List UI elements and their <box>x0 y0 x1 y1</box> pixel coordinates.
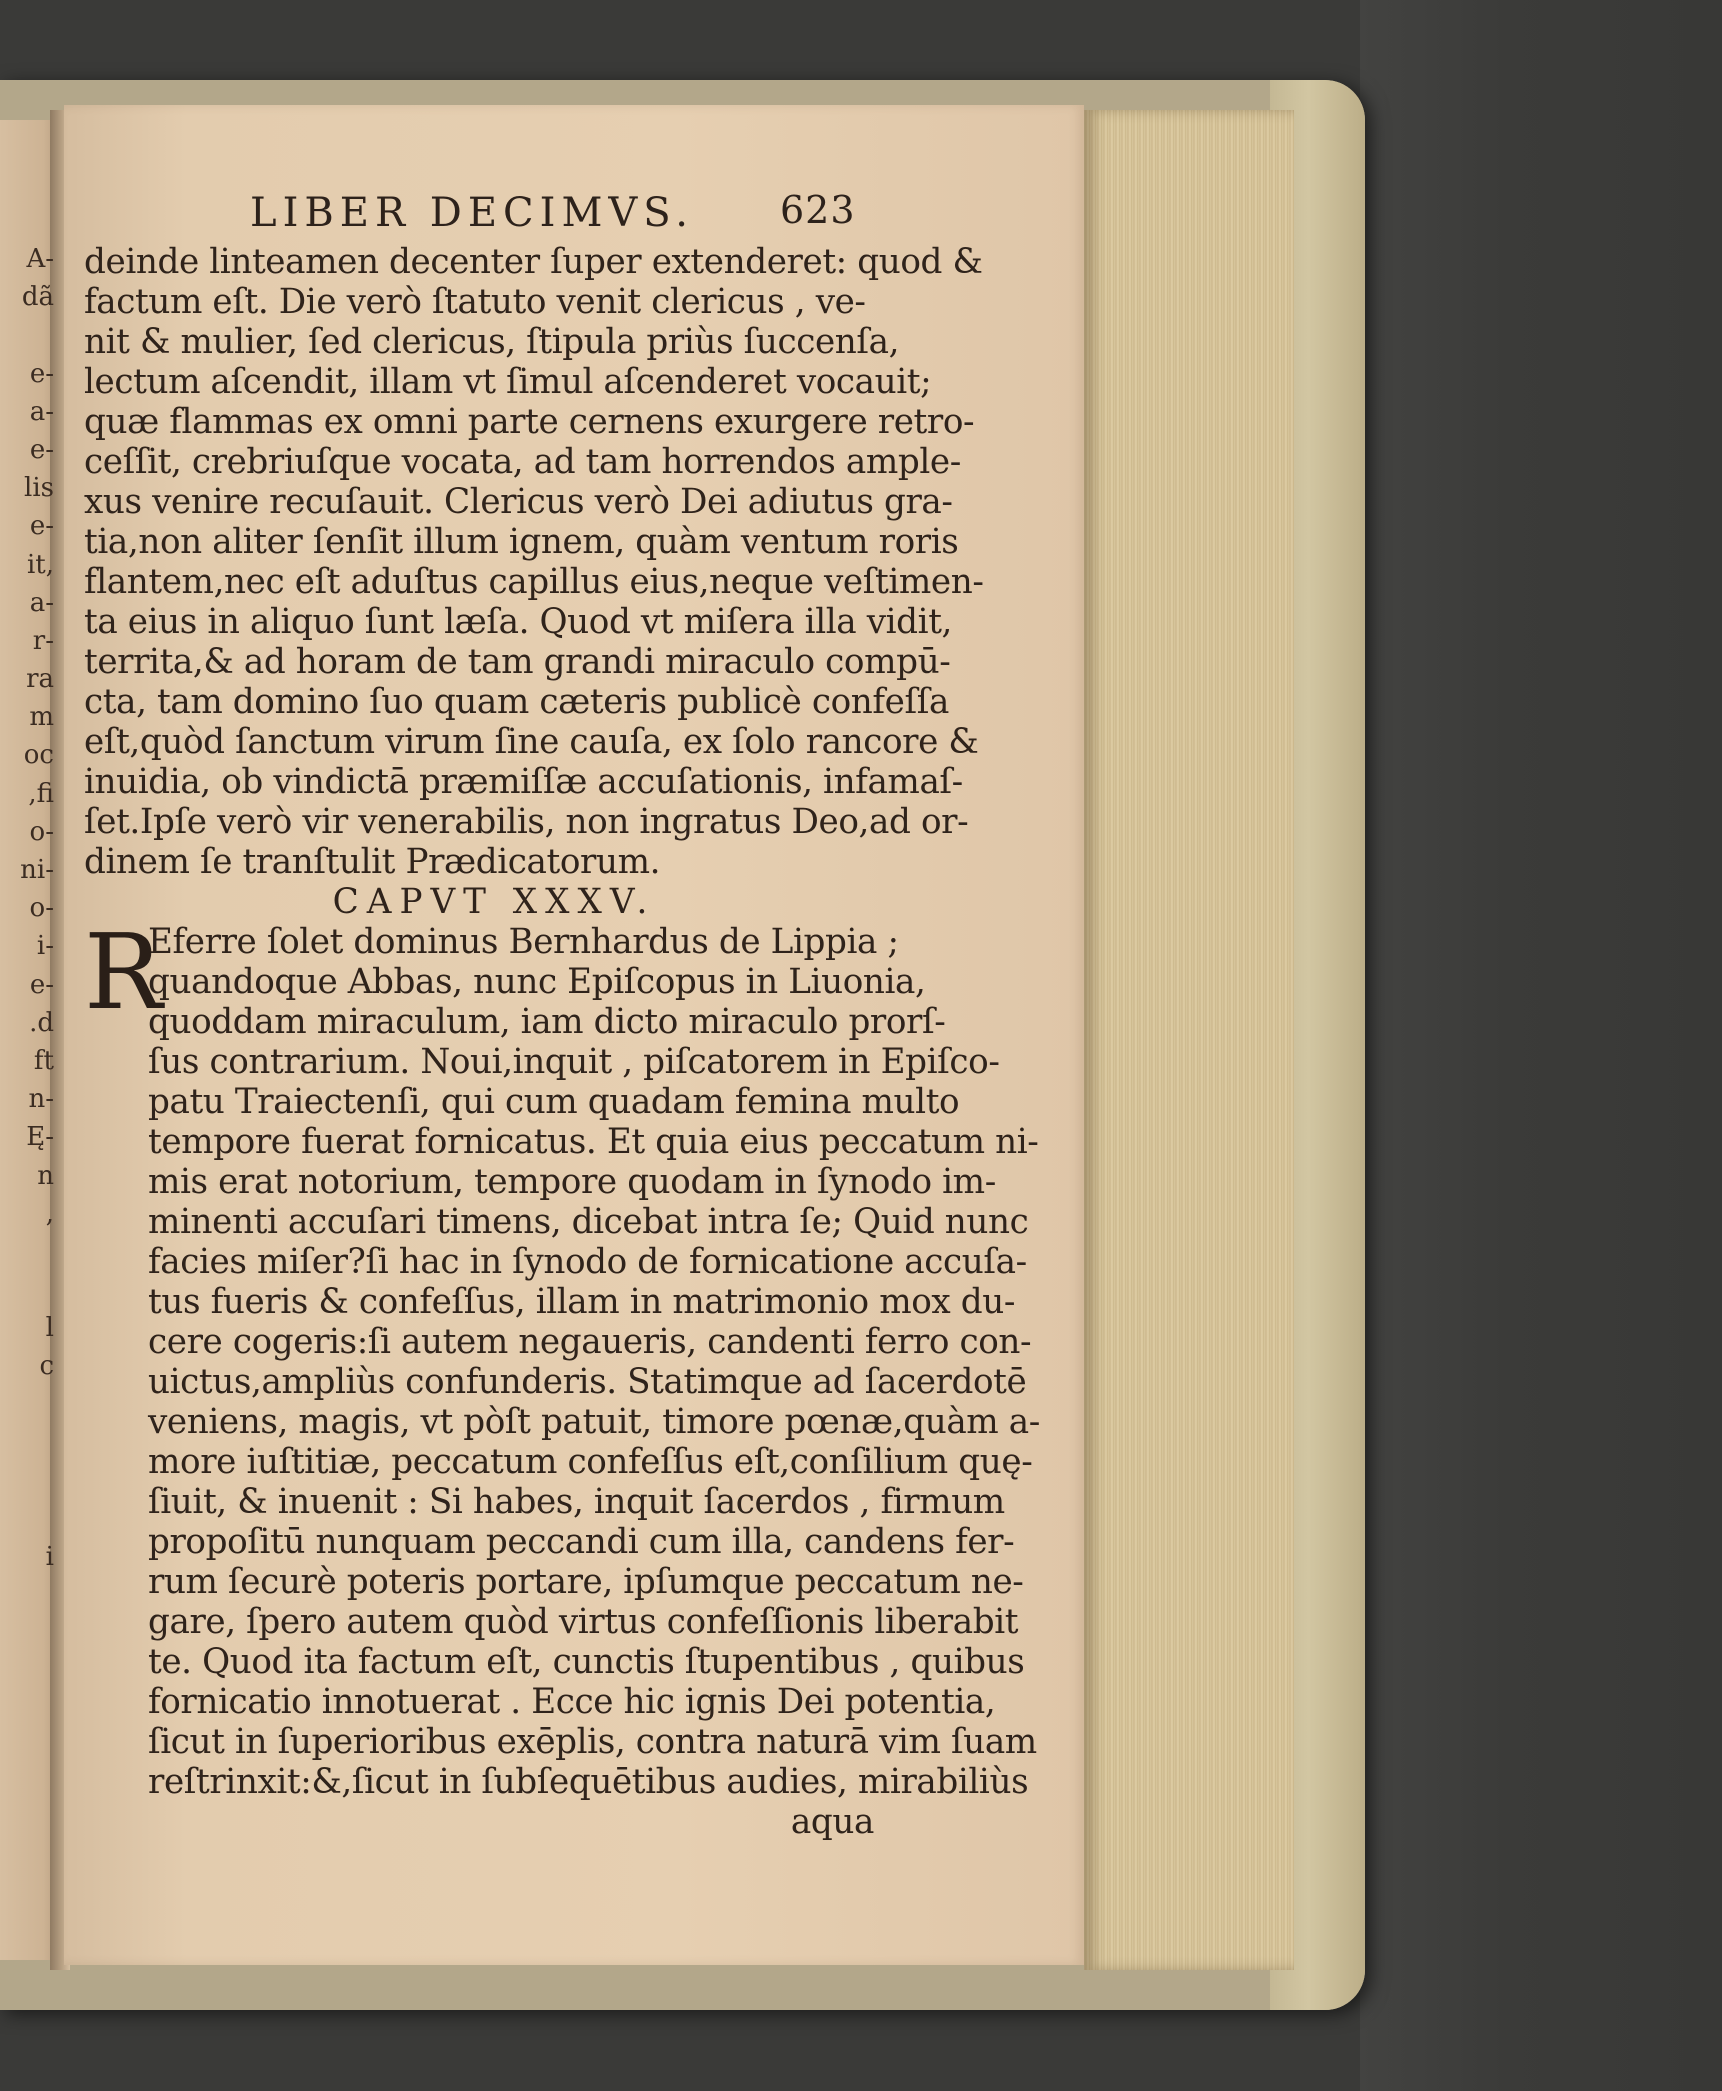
text-line: lectum aſcendit, illam vt ſimul aſcenderet vocauit; <box>84 362 932 402</box>
left-page-fragment: lis <box>24 473 54 504</box>
left-page-fragment: a- <box>29 396 54 427</box>
text-line: nit & mulier, ſed clericus, ſtipula priùs ſuccenſa, <box>84 322 900 362</box>
left-page-fragment: ,fi <box>28 778 54 809</box>
text-line: ſicut in ſuperioribus exēplis, contra naturā vim ſuam <box>148 1722 1037 1762</box>
left-page-fragment: a- <box>29 587 54 618</box>
text-line: gare, ſpero autem quòd virtus confeſſionis liberabit <box>148 1602 1019 1642</box>
left-page-fragment: o- <box>29 893 54 924</box>
left-page-fragment: e- <box>29 358 54 389</box>
left-page-fragment: e- <box>29 434 54 465</box>
text-line: rum ſecurè poteris portare, ipſumque peccatum ne- <box>148 1562 1024 1602</box>
text-line: factum eſt. Die verò ſtatuto venit clericus , ve- <box>84 282 866 322</box>
text-line: more iuſtitiæ, peccatum confeſſus eſt,conſilium quę- <box>148 1442 1033 1482</box>
left-page-fragment: Ę- <box>26 1122 54 1153</box>
text-block-before <box>84 242 984 882</box>
text-line: mis erat notorium, tempore quodam in ſynodo im- <box>148 1162 996 1202</box>
page-number: 623 <box>780 188 856 232</box>
text-line: flantem,nec eſt aduſtus capillus eius,neque veſtimen- <box>84 562 984 602</box>
text-line: patu Traiectenſi, qui cum quadam femina multo <box>148 1082 960 1122</box>
left-page-fragment: i- <box>36 931 54 962</box>
text-line: xus venire recuſauit. Clericus verò Dei adiutus gra- <box>84 482 953 522</box>
left-page-text-fragments <box>0 240 60 1577</box>
text-line: tempore fuerat fornicatus. Et quia eius peccatum ni- <box>148 1122 1039 1162</box>
page-body <box>84 242 1040 1842</box>
text-line: tus fueris & confeſſus, illam in matrimonio mox du- <box>148 1282 1016 1322</box>
text-line: territa,& ad horam de tam grandi miraculo compū- <box>84 642 951 682</box>
background <box>1360 0 1722 2091</box>
text-line: quoddam miraculum, iam dicto miraculo prorſ- <box>148 1002 946 1042</box>
text-line: facies miſer?ſi hac in ſynodo de fornicatione accuſa- <box>148 1242 1027 1282</box>
text-line: Eferre ſolet dominus Bernhardus de Lippia ; <box>148 922 899 962</box>
text-line: te. Quod ita factum eſt, cunctis ſtupentibus , quibus <box>148 1642 1025 1682</box>
text-line: eſt,quòd ſanctum virum ſine cauſa, ex ſolo rancore & <box>84 722 979 762</box>
text-line: quæ flammas ex omni parte cernens exurgere retro- <box>84 402 975 442</box>
left-page-fragment: ft <box>33 1045 54 1076</box>
left-page-fragment: e- <box>29 511 54 542</box>
text-line: reſtrinxit:&,ſicut in ſubſequētibus audies, mirabiliùs <box>148 1762 1029 1802</box>
left-page-fragment: o- <box>29 816 54 847</box>
text-line: tia,non aliter ſenſit illum ignem, quàm ventum roris <box>84 522 959 562</box>
left-page-fragment <box>0 1233 60 1271</box>
text-line: quandoque Abbas, nunc Epiſcopus in Liuonia, <box>148 962 926 1002</box>
left-page-fragment <box>0 1424 60 1462</box>
left-page-fragment <box>0 1500 60 1538</box>
text-line: propoſitū nunquam peccandi cum illa, candens fer- <box>148 1522 1015 1562</box>
text-line: ſet.Ipſe verò vir venerabilis, non ingratus Deo,ad or- <box>84 802 969 842</box>
left-page-fragment: dã <box>21 282 54 313</box>
text-line: ceſſit, crebriuſque vocata, ad tam horrendos ample- <box>84 442 961 482</box>
left-page-fragment: n <box>37 1160 54 1191</box>
left-page-fragment: .d <box>29 1007 54 1038</box>
left-page-fragment: , <box>45 1198 54 1229</box>
left-page-fragment <box>0 316 60 354</box>
text-line: dinem ſe tranſtulit Prædicatorum. <box>84 842 661 882</box>
text-line: ta eius in aliquo ſunt læſa. Quod vt miſera illa vidit, <box>84 602 952 642</box>
page-edges <box>1084 110 1294 1970</box>
left-page-fragment: e- <box>29 969 54 1000</box>
text-line: inuidia, ob vindictā præmiſſæ accuſationis, infamaſ- <box>84 762 963 802</box>
text-line: veniens, magis, vt pòſt patuit, timore pœnæ,quàm a- <box>148 1402 1040 1442</box>
text-line: deinde linteamen decenter ſuper extenderet: quod & <box>84 242 983 282</box>
text-line: cta, tam domino ſuo quam cæteris publicè confeſſa <box>84 682 949 722</box>
left-page-fragment: l <box>45 1313 54 1344</box>
left-page-fragment <box>0 1271 60 1309</box>
chapter-heading: CAPVT XXXV. <box>332 882 656 922</box>
left-page-fragment: n- <box>28 1084 54 1115</box>
text-line: cere cogeris:ſi autem negaueris, candenti ferro con- <box>148 1322 1032 1362</box>
text-line: ſus contrarium. Noui,inquit , piſcatorem in Epiſco- <box>148 1042 1000 1082</box>
left-page-fragment: ra <box>26 664 54 695</box>
text-line: minenti accuſari timens, dicebat intra ſe; Quid nunc <box>148 1202 1029 1242</box>
left-page-fragment: c <box>39 1351 54 1382</box>
left-page-fragment: oc <box>23 740 54 771</box>
left-page-fragment <box>0 1462 60 1500</box>
left-page-fragment: r- <box>32 625 54 656</box>
catchword: aqua <box>790 1802 874 1842</box>
left-page-fragment: ni- <box>20 855 54 885</box>
left-page-fragment: i <box>45 1542 54 1573</box>
drop-cap: R <box>84 911 162 1033</box>
drop-cap-lines <box>84 922 926 1002</box>
text-block-after <box>84 1002 1040 1802</box>
text-line: uictus,ampliùs confunderis. Statimque ad ſacerdotē <box>148 1362 1027 1402</box>
running-head: LIBER DECIMVS. <box>250 190 694 236</box>
left-page-fragment: A- <box>26 244 54 274</box>
text-line: fornicatio innotuerat . Ecce hic ignis Dei potentia, <box>148 1682 996 1722</box>
left-page-fragment: m <box>29 702 54 733</box>
text-line: ſiuit, & inuenit : Si habes, inquit ſacerdos , firmum <box>148 1482 1005 1522</box>
left-page-fragment <box>0 1386 60 1424</box>
left-page-fragment: it, <box>26 549 54 580</box>
